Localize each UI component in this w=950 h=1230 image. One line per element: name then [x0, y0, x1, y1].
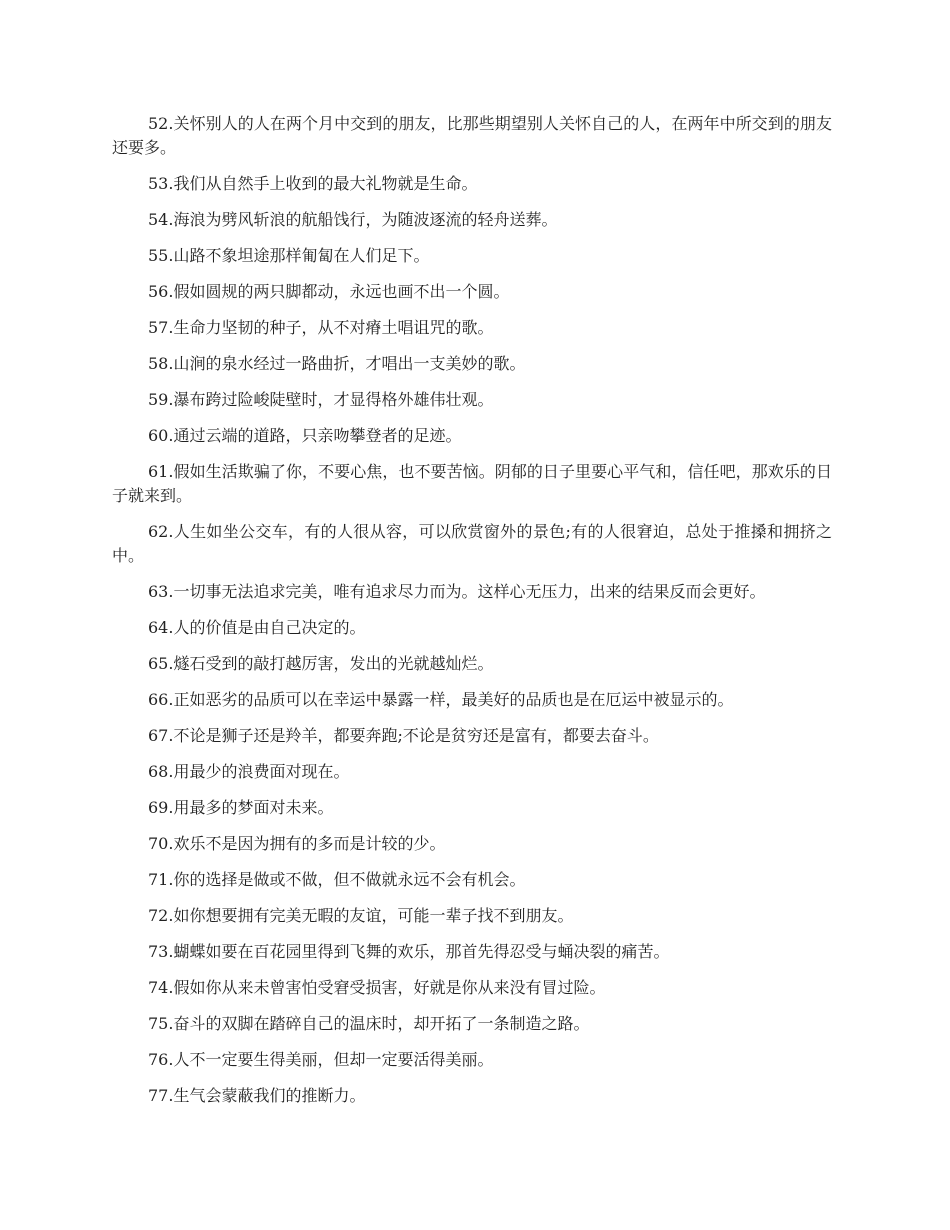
paragraph-69: 69.用最多的梦面对未来。	[148, 798, 334, 817]
paragraph-58: 58.山涧的泉水经过一路曲折，才唱出一支美妙的歌。	[148, 354, 526, 373]
paragraph-59: 59.瀑布跨过险峻陡壁时，才显得格外雄伟壮观。	[148, 390, 494, 409]
paragraph-54: 54.海浪为劈风斩浪的航船饯行，为随波逐流的轻舟送葬。	[148, 210, 558, 229]
paragraph-76: 76.人不一定要生得美丽，但却一定要活得美丽。	[148, 1050, 494, 1069]
paragraph-66: 66.正如恶劣的品质可以在幸运中暴露一样，最美好的品质也是在厄运中被显示的。	[148, 690, 734, 709]
paragraph-75: 75.奋斗的双脚在踏碎自己的温床时，却开拓了一条制造之路。	[148, 1014, 590, 1033]
document-body	[112, 112, 832, 1120]
paragraph-62: 62.人生如坐公交车，有的人很从容，可以欣赏窗外的景色;有的人很窘迫，总处于推搡和拥挤之中。	[112, 522, 832, 565]
paragraph-68: 68.用最少的浪费面对现在。	[148, 762, 350, 781]
paragraph-52: 52.关怀别人的人在两个月中交到的朋友，比那些期望别人关怀自己的人，在两年中所交到的朋友还要多。	[112, 114, 832, 157]
paragraph-65: 65.燧石受到的敲打越厉害，发出的光就越灿烂。	[148, 654, 494, 673]
paragraph-71: 71.你的选择是做或不做，但不做就永远不会有机会。	[148, 870, 526, 889]
paragraph-72: 72.如你想要拥有完美无暇的友谊，可能一辈子找不到朋友。	[148, 906, 574, 925]
paragraph-73: 73.蝴蝶如要在百花园里得到飞舞的欢乐，那首先得忍受与蛹决裂的痛苦。	[148, 942, 670, 961]
paragraph-64: 64.人的价值是由自己决定的。	[148, 618, 366, 637]
paragraph-55: 55.山路不象坦途那样匍匐在人们足下。	[148, 246, 430, 265]
paragraph-67: 67.不论是狮子还是羚羊，都要奔跑;不论是贫穷还是富有，都要去奋斗。	[148, 726, 659, 745]
paragraph-74: 74.假如你从来未曾害怕受窘受损害，好就是你从来没有冒过险。	[148, 978, 606, 997]
paragraph-60: 60.通过云端的道路，只亲吻攀登者的足迹。	[148, 426, 462, 445]
paragraph-77: 77.生气会蒙蔽我们的推断力。	[148, 1086, 366, 1105]
paragraph-61: 61.假如生活欺骗了你，不要心焦，也不要苦恼。阴郁的日子里要心平气和，信任吧，那欢乐的日子就来到。	[112, 462, 832, 505]
paragraph-56: 56.假如圆规的两只脚都动，永远也画不出一个圆。	[148, 282, 510, 301]
paragraph-57: 57.生命力坚韧的种子，从不对瘠土唱诅咒的歌。	[148, 318, 494, 337]
paragraph-53: 53.我们从自然手上收到的最大礼物就是生命。	[148, 174, 478, 193]
paragraph-70: 70.欢乐不是因为拥有的多而是计较的少。	[148, 834, 446, 853]
paragraph-63: 63.一切事无法追求完美，唯有追求尽力而为。这样心无压力，出来的结果反而会更好。	[148, 582, 766, 601]
